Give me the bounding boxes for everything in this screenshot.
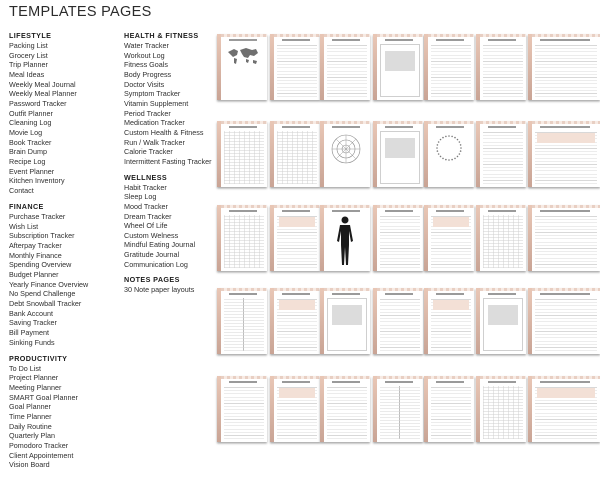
thumbnail-tabs xyxy=(221,376,267,379)
template-item: Intermittent Fasting Tracker xyxy=(124,156,212,166)
category-title: WELLNESS xyxy=(124,172,168,182)
template-item: Budget Planner xyxy=(9,269,59,279)
thumbnail-hdr xyxy=(229,293,257,295)
template-item: Recipe Log xyxy=(9,156,46,166)
thumbnail-body xyxy=(483,44,523,97)
thumbnail-hdr xyxy=(540,39,590,41)
thumbnail-spine xyxy=(373,205,377,271)
thumbnail-hdr xyxy=(436,293,464,295)
thumbnail-tabs xyxy=(377,34,423,37)
thumbnail-body xyxy=(535,44,597,97)
template-list xyxy=(9,41,117,196)
thumbnail-spine xyxy=(528,121,532,187)
template-item: Project Planner xyxy=(9,373,59,383)
template-item: Yearly Finance Overview xyxy=(9,279,89,289)
template-item: Fitness Goals xyxy=(124,60,168,70)
category-title: PRODUCTIVITY xyxy=(9,353,68,363)
template-item: Doctor Visits xyxy=(124,79,165,89)
thumbnail-hdr xyxy=(229,210,257,212)
template-item: Client Appointement xyxy=(9,450,74,460)
thumbnail-spine xyxy=(320,376,324,442)
thumbnail-tabs xyxy=(480,121,526,124)
thumbnail-body xyxy=(380,386,420,439)
thumbnail-body xyxy=(380,44,420,97)
wheel-of-life-icon xyxy=(330,133,362,165)
category-title: NOTES PAGES xyxy=(124,275,180,285)
template-item: Monthly Finance xyxy=(9,250,62,260)
template-item: Brain Dump xyxy=(9,147,47,157)
thumbnail-body xyxy=(327,298,367,351)
template-item: Bank Account xyxy=(9,308,53,318)
body-silhouette-icon xyxy=(334,215,356,267)
template-page-thumbnail xyxy=(528,121,600,187)
thumbnail-tabs xyxy=(532,121,600,124)
thumbnail-body xyxy=(277,386,317,439)
thumbnail-hdr xyxy=(332,39,360,41)
template-page-thumbnail xyxy=(373,121,423,187)
template-item: Vitamin Supplement xyxy=(124,98,189,108)
template-item: Daily Routine xyxy=(9,421,52,431)
thumbnail-hdr xyxy=(540,210,590,212)
template-page-thumbnail xyxy=(217,34,267,100)
template-page-thumbnail xyxy=(320,205,370,271)
thumbnail-body xyxy=(535,298,597,351)
template-page-thumbnail xyxy=(424,121,474,187)
template-page-thumbnail xyxy=(373,376,423,442)
thumbnail-spine xyxy=(424,288,428,354)
thumbnail-tabs xyxy=(221,121,267,124)
thumbnail-tabs xyxy=(377,121,423,124)
page-title: TEMPLATES PAGES xyxy=(9,4,152,20)
left-category-column xyxy=(9,31,117,476)
thumbnail-hdr xyxy=(385,39,413,41)
template-item: Mindful Eating Journal xyxy=(124,240,196,250)
template-item: Afterpay Tracker xyxy=(9,240,62,250)
thumbnail-hdr xyxy=(540,381,590,383)
thumbnail-body xyxy=(277,131,317,184)
thumbnail-spine xyxy=(270,34,274,100)
thumbnail-tabs xyxy=(428,121,474,124)
template-item: Trip Planner xyxy=(9,60,48,70)
thumbnail-body xyxy=(483,298,523,351)
template-item: SMART Goal Planner xyxy=(9,392,78,402)
thumbnail-spine xyxy=(373,34,377,100)
thumbnail-body xyxy=(327,44,367,97)
template-item: Gratitude Journal xyxy=(124,250,180,260)
template-item: No Spend Challenge xyxy=(9,289,76,299)
template-page-thumbnail xyxy=(528,34,600,100)
template-page-thumbnail xyxy=(528,288,600,354)
thumbnail-hdr xyxy=(282,210,310,212)
thumbnail-tabs xyxy=(221,34,267,37)
thumbnail-hdr xyxy=(385,210,413,212)
thumbnail-body xyxy=(327,386,367,439)
thumbnail-hdr xyxy=(332,293,360,295)
thumbnail-spine xyxy=(424,121,428,187)
template-item: Body Progress xyxy=(124,69,172,79)
thumbnail-tabs xyxy=(480,34,526,37)
template-item: Vision Board xyxy=(9,460,50,470)
template-page-thumbnail xyxy=(528,376,600,442)
thumbnail-body xyxy=(380,298,420,351)
template-item: Bill Payment xyxy=(9,327,49,337)
template-item: Run / Walk Tracker xyxy=(124,137,185,147)
thumbnail-hdr xyxy=(540,293,590,295)
thumbnail-spine xyxy=(217,288,221,354)
template-page-thumbnail xyxy=(424,205,474,271)
template-page-thumbnail xyxy=(373,205,423,271)
template-page-thumbnail xyxy=(270,205,320,271)
thumbnail-hdr xyxy=(385,381,413,383)
thumbnail-body xyxy=(483,131,523,184)
thumbnail-spine xyxy=(528,376,532,442)
template-page-thumbnail xyxy=(424,376,474,442)
thumbnail-tabs xyxy=(480,376,526,379)
thumbnail-tabs xyxy=(274,205,320,208)
template-item: Packing List xyxy=(9,41,48,50)
thumbnail-spine xyxy=(528,205,532,271)
template-item: Debt Snowball Tracker xyxy=(9,298,82,308)
template-page-thumbnail xyxy=(476,121,526,187)
thumbnail-spine xyxy=(476,34,480,100)
category-title: HEALTH & FITNESS xyxy=(124,31,199,40)
thumbnail-tabs xyxy=(274,288,320,291)
thumbnail-tabs xyxy=(532,376,600,379)
thumbnail-spine xyxy=(217,205,221,271)
thumbnail-body xyxy=(431,44,471,97)
template-page-thumbnail xyxy=(424,34,474,100)
template-item: Medication Tracker xyxy=(124,118,185,128)
thumbnail-body xyxy=(431,215,471,268)
thumbnail-spine xyxy=(270,121,274,187)
thumbnail-spine xyxy=(217,121,221,187)
template-item: Event Planner xyxy=(9,166,55,176)
template-item: Cleaning Log xyxy=(9,118,52,128)
template-item: Quarterly Plan xyxy=(9,431,55,441)
thumbnail-hdr xyxy=(436,39,464,41)
template-list xyxy=(124,41,216,167)
thumbnail-hdr xyxy=(385,126,413,128)
template-page-thumbnail xyxy=(320,376,370,442)
thumbnail-body xyxy=(483,386,523,439)
thumbnail-tabs xyxy=(428,376,474,379)
template-page-thumbnail xyxy=(320,121,370,187)
thumbnail-spine xyxy=(528,288,532,354)
thumbnail-tabs xyxy=(221,288,267,291)
thumbnail-tabs xyxy=(274,34,320,37)
mood-circle-icon xyxy=(435,134,463,162)
thumbnail-tabs xyxy=(274,376,320,379)
thumbnail-tabs xyxy=(324,288,370,291)
template-item: Water Tracker xyxy=(124,41,169,50)
template-page-thumbnail xyxy=(270,34,320,100)
category-health-and-fitness xyxy=(124,31,216,167)
thumbnail-hdr xyxy=(282,293,310,295)
thumbnail-body xyxy=(535,215,597,268)
thumbnail-tabs xyxy=(377,376,423,379)
template-item: Period Tracker xyxy=(124,108,171,118)
template-list xyxy=(124,285,216,295)
category-finance xyxy=(9,202,117,347)
template-page-thumbnail xyxy=(320,288,370,354)
thumbnail-tabs xyxy=(221,205,267,208)
thumbnail-hdr xyxy=(229,126,257,128)
thumbnail-body xyxy=(535,131,597,184)
template-page-thumbnail xyxy=(528,205,600,271)
category-notes-pages xyxy=(124,275,216,295)
template-item: Movie Log xyxy=(9,127,43,137)
thumbnail-hdr xyxy=(282,126,310,128)
thumbnail-spine xyxy=(320,288,324,354)
template-item: Wish List xyxy=(9,221,39,231)
template-page-thumbnail xyxy=(373,34,423,100)
thumbnail-spine xyxy=(270,288,274,354)
template-item: Outfit Planner xyxy=(9,108,53,118)
thumbnail-body xyxy=(277,44,317,97)
category-productivity xyxy=(9,354,117,470)
thumbnail-hdr xyxy=(229,39,257,41)
thumbnail-body xyxy=(431,298,471,351)
thumbnail-tabs xyxy=(428,288,474,291)
thumbnail-body xyxy=(535,386,597,439)
thumbnail-tabs xyxy=(480,288,526,291)
thumbnail-spine xyxy=(270,376,274,442)
thumbnail-spine xyxy=(320,121,324,187)
template-page-thumbnail xyxy=(476,34,526,100)
template-page-thumbnail xyxy=(270,288,320,354)
template-page-thumbnail xyxy=(476,376,526,442)
thumbnail-spine xyxy=(373,376,377,442)
middle-category-column xyxy=(124,31,216,301)
thumbnail-hdr xyxy=(332,126,360,128)
thumbnail-hdr xyxy=(332,381,360,383)
world-map-icon xyxy=(226,46,260,66)
thumbnail-hdr xyxy=(436,126,464,128)
thumbnail-body xyxy=(224,215,264,268)
template-page-thumbnail xyxy=(476,205,526,271)
template-page-thumbnail xyxy=(217,288,267,354)
template-item: Sinking Funds xyxy=(9,337,55,347)
template-page-thumbnail xyxy=(217,205,267,271)
template-item: Grocery List xyxy=(9,50,48,60)
template-page-thumbnail xyxy=(217,376,267,442)
thumbnail-tabs xyxy=(324,376,370,379)
template-item: Meal Ideas xyxy=(9,69,45,79)
template-item: Purchase Tracker xyxy=(9,212,66,221)
template-item: Pomodoro Tracker xyxy=(9,440,69,450)
thumbnail-row xyxy=(217,205,600,273)
thumbnail-hdr xyxy=(282,39,310,41)
template-page-thumbnail xyxy=(424,288,474,354)
template-item: Custom Health & Fitness xyxy=(124,127,204,137)
thumbnail-body xyxy=(431,386,471,439)
thumbnail-spine xyxy=(320,205,324,271)
template-item: Weekly Meal Journal xyxy=(9,79,76,89)
template-item: Kitchen Inventory xyxy=(9,176,65,186)
template-item: Habit Tracker xyxy=(124,182,167,192)
template-list xyxy=(124,183,216,270)
template-item: Spending Overview xyxy=(9,260,72,270)
template-item: 30 Note paper layouts xyxy=(124,285,195,295)
thumbnail-row xyxy=(217,34,600,102)
thumbnail-tabs xyxy=(377,288,423,291)
thumbnail-hdr xyxy=(488,210,516,212)
thumbnail-tabs xyxy=(324,121,370,124)
template-item: Meeting Planner xyxy=(9,383,62,392)
thumbnail-hdr xyxy=(436,210,464,212)
thumbnail-tabs xyxy=(532,288,600,291)
thumbnail-spine xyxy=(217,376,221,442)
thumbnail-tabs xyxy=(532,205,600,208)
thumbnail-body xyxy=(277,298,317,351)
thumbnail-hdr xyxy=(385,293,413,295)
template-item: Mood Tracker xyxy=(124,201,168,211)
category-wellness xyxy=(124,173,216,270)
thumbnail-tabs xyxy=(377,205,423,208)
thumbnail-spine xyxy=(476,376,480,442)
category-lifestyle xyxy=(9,31,117,196)
thumbnail-spine xyxy=(476,205,480,271)
thumbnail-tabs xyxy=(324,34,370,37)
template-item: Subscription Tracker xyxy=(9,231,75,241)
thumbnail-tabs xyxy=(324,205,370,208)
template-item: Custom Welness xyxy=(124,230,179,240)
template-item: Workout Log xyxy=(124,50,165,60)
thumbnail-body xyxy=(483,215,523,268)
category-title: LIFESTYLE xyxy=(9,31,52,40)
thumbnail-row xyxy=(217,288,600,356)
thumbnail-spine xyxy=(270,205,274,271)
template-item: Password Tracker xyxy=(9,98,67,108)
thumbnail-hdr xyxy=(488,293,516,295)
thumbnail-body xyxy=(380,131,420,184)
thumbnail-body xyxy=(224,131,264,184)
template-list xyxy=(9,364,117,470)
thumbnail-hdr xyxy=(332,210,360,212)
thumbnail-body xyxy=(380,215,420,268)
template-page-thumbnail xyxy=(270,121,320,187)
thumbnail-spine xyxy=(373,121,377,187)
template-page-thumbnail xyxy=(373,288,423,354)
template-item: Goal Planner xyxy=(9,402,51,412)
thumbnail-hdr xyxy=(436,381,464,383)
thumbnail-tabs xyxy=(480,205,526,208)
template-page-thumbnail xyxy=(320,34,370,100)
thumbnail-spine xyxy=(424,34,428,100)
thumbnail-tabs xyxy=(428,205,474,208)
thumbnail-spine xyxy=(320,34,324,100)
template-page-thumbnail xyxy=(476,288,526,354)
template-page-thumbnail xyxy=(217,121,267,187)
thumbnail-tabs xyxy=(532,34,600,37)
thumbnail-spine xyxy=(217,34,221,100)
category-title: FINANCE xyxy=(9,202,44,211)
thumbnail-spine xyxy=(373,288,377,354)
thumbnail-spine xyxy=(528,34,532,100)
thumbnail-hdr xyxy=(488,381,516,383)
thumbnail-body xyxy=(277,215,317,268)
template-item: Time Planner xyxy=(9,411,52,421)
template-item: Book Tracker xyxy=(9,137,52,147)
template-item: Sleep Log xyxy=(124,192,157,202)
thumbnail-spine xyxy=(476,288,480,354)
thumbnail-spine xyxy=(424,205,428,271)
thumbnail-hdr xyxy=(540,126,590,128)
template-page-thumbnail xyxy=(270,376,320,442)
template-list xyxy=(9,212,117,347)
template-item: Wheel Of Life xyxy=(124,221,168,231)
thumbnail-hdr xyxy=(488,126,516,128)
template-item: To Do List xyxy=(9,363,41,373)
template-item: Saving Tracker xyxy=(9,318,57,328)
template-item: Weekly Meal Planner xyxy=(9,89,77,99)
template-item: Calorie Tracker xyxy=(124,147,173,157)
thumbnail-body xyxy=(224,386,264,439)
thumbnail-hdr xyxy=(488,39,516,41)
thumbnail-tabs xyxy=(274,121,320,124)
thumbnail-spine xyxy=(424,376,428,442)
thumbnail-body xyxy=(224,298,264,351)
template-item: Communication Log xyxy=(124,259,188,269)
thumbnail-hdr xyxy=(282,381,310,383)
template-item: Symptom Tracker xyxy=(124,89,181,99)
thumbnail-row xyxy=(217,121,600,189)
thumbnail-tabs xyxy=(428,34,474,37)
thumbnail-hdr xyxy=(229,381,257,383)
template-item: Contact xyxy=(9,185,34,195)
thumbnail-spine xyxy=(476,121,480,187)
template-item: Dream Tracker xyxy=(124,211,172,221)
thumbnail-row xyxy=(217,376,600,444)
